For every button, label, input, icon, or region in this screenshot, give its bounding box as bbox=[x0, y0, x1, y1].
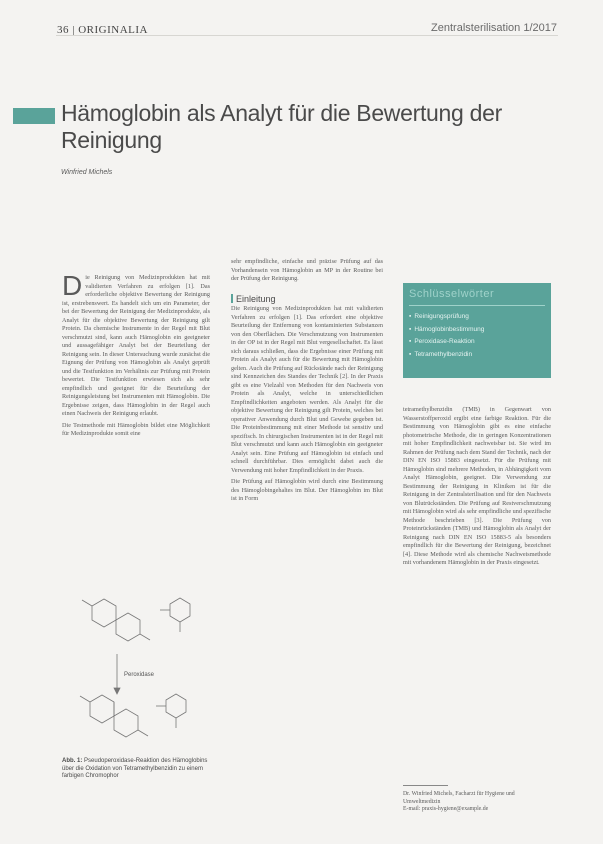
right-column bbox=[403, 406, 551, 571]
bullet-icon: ▪ bbox=[409, 325, 412, 333]
keyword-item bbox=[409, 324, 484, 337]
section-heading bbox=[231, 294, 383, 304]
right-column-text: tetramethylbenzidin (TMB) in Gegenwart von Wasserstoffperoxid ergibt eine farbige Reaktion. Für die Bestimmung von Hämoglobin gibt es eine einfache photometrische Methode, die in geringen Konzentrationen mit hoher Empfindlichkeit nachweisbar ist. Sie wird im Rahmen der Prüfung nach dem Stand der Technik, nach der DIN EN ISO 15883 eingesetzt. Für die Prüfung mit Hämoglobin sind mehrere Methoden, in Abhängigkeit vom Analyt Hämoglobin, geeignet. Die Verwendung zur Bestimmung der Reinigung in Kliniken ist für die Reinigung in der Zentralsterilisation und für den Nachweis von Blutrückständen. Die Prüfung auf Restverschmutzung mit Hämoglobin wird als sehr empfindliche und spezifische Methode beschrieben [3]. Die Prüfung von Proteinrückständen (TMB) und Hämoglobin als Analyt der Reinigung nach DIN EN ISO 15883-5 als besonders empfindlich für die Bewertung der Reinigung, bezeichnet [4]. Diese Methode wird als chemische Nachweismethode mit vorhandenem Hämoglobin in der Praxis eingesetzt. bbox=[403, 406, 551, 566]
drop-cap: D bbox=[62, 270, 83, 301]
footnote-divider bbox=[403, 785, 448, 786]
article-author: Winfried Michels bbox=[61, 169, 113, 176]
bullet-icon: ▪ bbox=[409, 313, 412, 320]
intro-paragraph bbox=[62, 270, 210, 419]
bullet-icon: ▪ bbox=[409, 338, 412, 345]
arrow-label: Peroxidase bbox=[124, 672, 155, 678]
keywords-divider bbox=[409, 305, 545, 306]
left-column bbox=[62, 270, 210, 442]
figure-chemical-structure bbox=[62, 584, 212, 754]
figure-caption bbox=[62, 758, 212, 781]
title-accent-bar bbox=[13, 108, 55, 124]
section-paragraph-2: Die Prüfung auf Hämoglobin wird durch eine Bestimmung des Hämoglobingehaltes im Blut. Der Hämoglobin im Blut ist in Form bbox=[231, 478, 383, 502]
intro-continuation: sehr empfindliche, einfache und präzise Prüfung auf das Vorhandensein von Hämoglobin an MP in der Routine bei der Prüfung der Reinigung. bbox=[231, 258, 383, 282]
section-heading-text: Einleitung bbox=[236, 293, 276, 304]
keyword-text: Peroxidase-Reaktion bbox=[414, 338, 475, 345]
keyword-text: Reinigungsprüfung bbox=[414, 313, 469, 320]
keyword-item bbox=[409, 311, 484, 324]
author-footnote bbox=[403, 791, 553, 814]
keywords-list bbox=[409, 311, 484, 361]
intro-text: ie Reinigung von Medizinprodukten hat mit validierten Verfahren zu erfolgen [1]. Das erforderliche objektive Bewertung der Reinigung ist, erstrebenswert. Es handelt sich um ein Parameter, der bei der Bewertung der Reinigung der Medizinprodukte, als Analyt für die objektive Bewertung der Reinigung gilt Protein. Da chemische Instrumente in der Regel mit Blut verschmutzt sind, kann auch Hämoglobin ein geeigneter und aussagefähiger Analyt bei der Beurteilung der Reinigung sein. In dieser Untersuchung wurde zunächst die Eignung der Prüfung von Hämoglobin als Analyt geprüft und die Testfunktion im Verhältnis zur Prüfung mit Protein bewertet. Die Testfunktion erwiesen sich als sehr empfindlich und geeignet für die Beurteilung der Reinigungsleistung bei Instrumenten mit Hämoglobin. Die Ergebnisse zeigen, dass Hämoglobin in der Regel auch einen Nachweis der Reinigung erlaubt. bbox=[62, 274, 210, 417]
section-paragraph: Die Reinigung von Medizinprodukten hat mit validierten Verfahren zu erfolgen [1]. Das erfordert eine objektive Beurteilung der Entfernung von kontaminierten Substanzen von den Oberflächen. Die Verschmutzung von Instrumenten in der OP ist in der Regel mit Blut vergesellschaftet. Es lässt sich daraus schließen, dass die Ergebnisse einer Prüfung mit Protein als Analyt auch für die Bewertung mit Hämoglobin gelten. Auch die Prüfung auf Rückstände nach der Reinigung sind Kennzeichen des Standes der Technik [2]. In der Praxis gibt es eine Vielzahl von Methoden für den Nachweis von Protein als Analyt, welche in unterschiedlichen Empfindlichkeiten angeboten werden. Als Analyt für die objektive Bewertung der Reinigung gilt Protein, welches bei operativer Anwendung durch Blut und Gewebe gegeben ist. Die Proteinbestimmung mit einer Methode ist sensitiv und spezifisch. In chirurgischen Instrumenten ist in der Regel mit Blut verschmutzt und kann auch Hämoglobin ein geeigneter Analyt sein. Eine Prüfung auf Hämoglobin ist einfach und schnell durchführbar. Dies ermöglicht dabei auch die Verwendung mit hoher Empfindlichkeit in der Praxis. bbox=[231, 305, 383, 474]
keyword-text: Hämoglobinbestimmung bbox=[414, 325, 485, 333]
section-accent-bar bbox=[231, 294, 233, 303]
keyword-item bbox=[409, 349, 484, 362]
bullet-icon: ▪ bbox=[409, 350, 412, 358]
header-divider bbox=[56, 35, 558, 36]
caption-label: Abb. 1: bbox=[62, 758, 83, 764]
keywords-box bbox=[403, 283, 551, 378]
article-title: Hämoglobin als Analyt für die Bewertung der Reinigung bbox=[61, 100, 502, 153]
footnote-email: E-mail: praxis-hygiene@example.de bbox=[403, 806, 489, 812]
middle-column bbox=[231, 258, 383, 507]
keywords-heading: Schlüsselwörter bbox=[409, 288, 495, 300]
chemical-structure-diagram bbox=[62, 584, 212, 754]
journal-name: Zentralsterilisation 1/2017 bbox=[431, 22, 557, 34]
page-number: 36 | ORIGINALIA bbox=[57, 24, 148, 36]
keyword-text: Tetramethylbenzidin bbox=[414, 350, 473, 358]
intro-text-2: Die Testmethode mit Hämoglobin bildet eine Möglichkeit für Medizinprodukte somit eine bbox=[62, 421, 210, 437]
footnote-line: Dr. Winfried Michels, Facharzt für Hygiene und Umweltmedizin bbox=[403, 791, 515, 805]
keyword-item bbox=[409, 336, 484, 349]
caption-text: Pseudoperoxidase-Reaktion des Hämoglobins über die Oxidation von Tetramethylbenzidin zu einem farbigen Chromophor bbox=[62, 758, 208, 780]
